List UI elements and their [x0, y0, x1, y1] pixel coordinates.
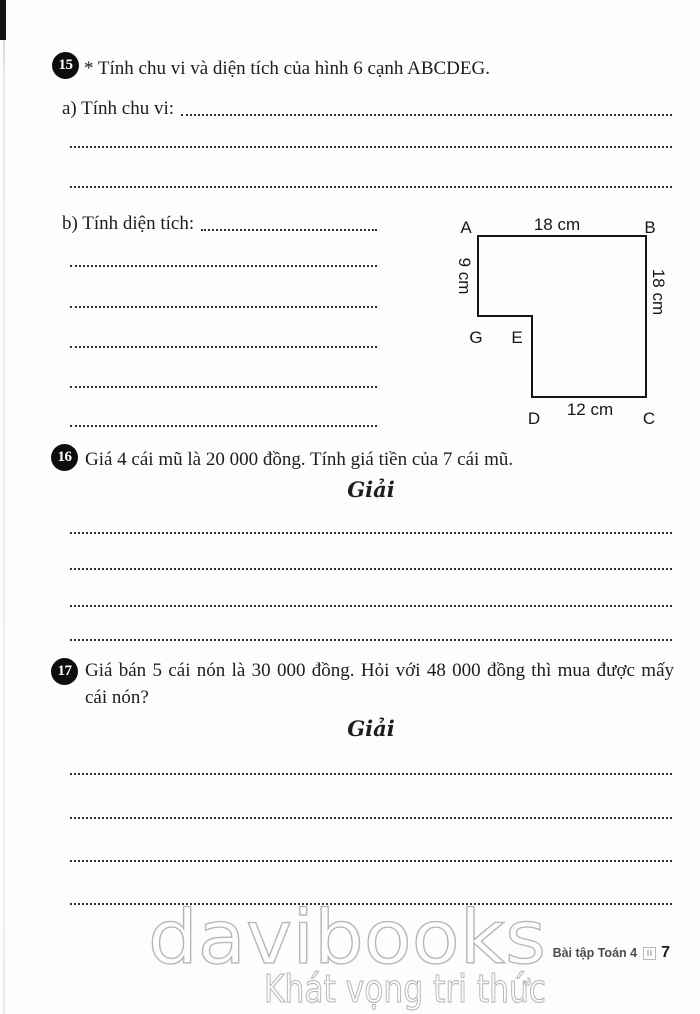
problem-15-title: * Tính chu vi và diện tích của hình 6 cạnh ABCDEG.	[84, 58, 490, 79]
hexagon-figure	[450, 212, 700, 430]
dotted-leader	[201, 229, 377, 231]
scan-edge-line	[3, 0, 5, 1014]
dim-right-label: 18 cm	[649, 268, 668, 316]
problem-16-number-badge	[51, 444, 78, 471]
vertex-label-c: C	[642, 409, 656, 428]
dim-top-label: 18 cm	[533, 215, 581, 234]
vertex-label-a: A	[460, 218, 472, 237]
answer-line	[70, 532, 672, 534]
problem-17-solution-heading: Giải	[347, 716, 395, 741]
answer-line	[70, 773, 672, 775]
publisher-mini-logo-icon	[643, 947, 656, 960]
hexagon-outline	[478, 236, 646, 397]
scan-corner-artifact	[0, 0, 6, 40]
problem-17-number: 17	[57, 663, 72, 679]
problem-17-number-badge	[51, 658, 78, 685]
watermark	[115, 878, 585, 1014]
answer-line	[70, 386, 377, 388]
answer-line	[70, 903, 672, 905]
problem-15-number: 15	[58, 57, 73, 73]
dotted-leader	[181, 114, 672, 116]
problem-15-number-badge	[52, 52, 79, 79]
problem-16-solution-heading: Giải	[347, 477, 395, 502]
page-footer	[553, 944, 670, 962]
answer-line	[70, 860, 672, 862]
dim-left-label: 9 cm	[455, 257, 474, 295]
answer-line	[70, 146, 672, 148]
problem-15a-label: a) Tính chu vi:	[62, 98, 175, 119]
dim-bottom-label: 12 cm	[566, 400, 614, 419]
problem-17-title: Giá bán 5 cái nón là 30 000 đồng. Hỏi với 48 000 đồng thì mua được mấy cái nón?	[85, 660, 674, 708]
vertex-label-d: D	[527, 409, 541, 428]
watermark-brand: davibooks	[148, 895, 546, 981]
footer-page-number: 7	[661, 944, 670, 961]
answer-line	[70, 605, 672, 607]
problem-15b-label: b) Tính diện tích:	[62, 213, 195, 234]
answer-line	[70, 425, 377, 427]
answer-line	[70, 346, 377, 348]
answer-line	[70, 265, 377, 267]
answer-line	[70, 306, 377, 308]
footer-book-title: Bài tập Toán 4	[552, 946, 638, 960]
answer-line	[70, 639, 672, 641]
answer-line	[70, 186, 672, 188]
vertex-label-e: E	[511, 328, 523, 347]
problem-16-number: 16	[57, 449, 72, 465]
answer-line	[70, 568, 672, 570]
problem-16-title: Giá 4 cái mũ là 20 000 đồng. Tính giá tiền của 7 cái mũ.	[85, 449, 514, 470]
vertex-label-b: B	[644, 218, 656, 237]
vertex-label-g: G	[469, 328, 483, 347]
answer-line	[70, 817, 672, 819]
watermark-tagline: Khát vọng tri thức	[264, 967, 546, 1011]
problem-15a-row	[62, 98, 672, 120]
problem-15b-row	[62, 213, 377, 235]
